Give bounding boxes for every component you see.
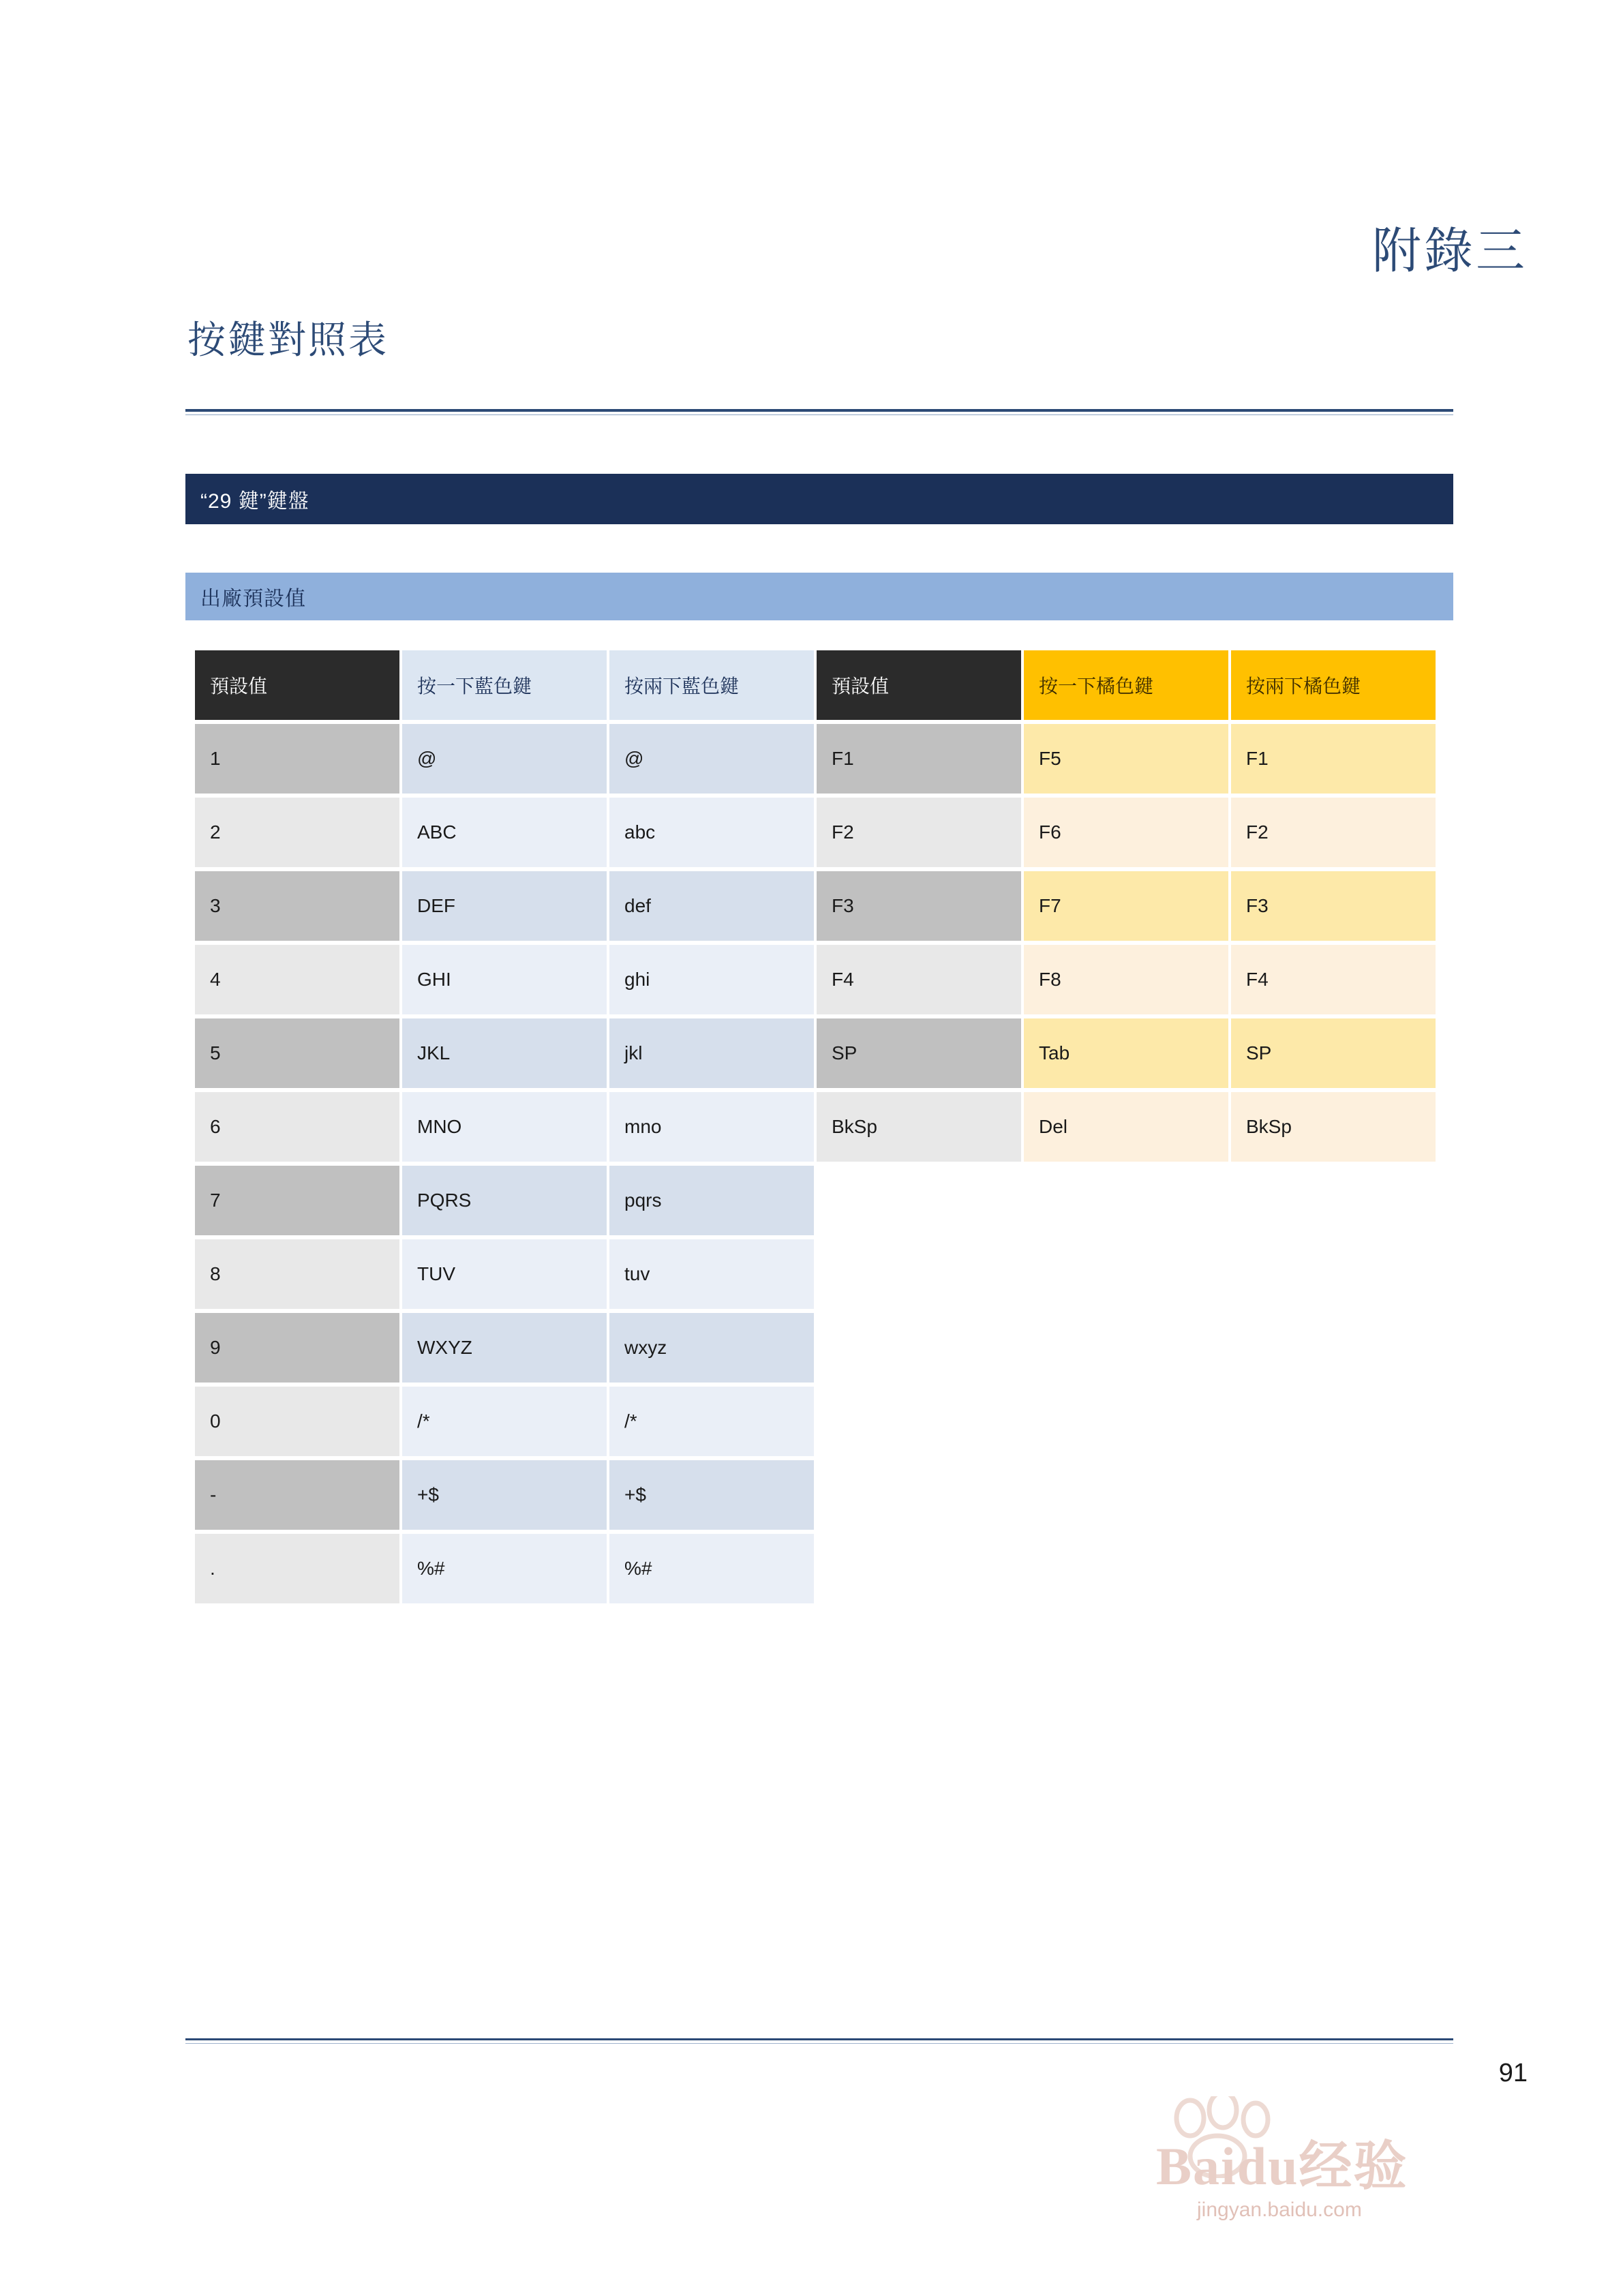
cell-orange-twice: F3 [1231,871,1436,941]
cell-blue-once: WXYZ [402,1313,607,1383]
cell-default-left: . [195,1534,399,1603]
cell-empty [1024,1166,1228,1235]
cell-default-right: F2 [817,798,1021,867]
cell-blue-twice: /* [609,1387,814,1456]
cell-blue-once: ABC [402,798,607,867]
cell-blue-twice: +$ [609,1460,814,1530]
cell-default-left: 1 [195,724,399,794]
table-row [195,1018,1436,1088]
cell-blue-twice: jkl [609,1018,814,1088]
cell-empty [1024,1239,1228,1309]
cell-blue-once: +$ [402,1460,607,1530]
cell-blue-once: TUV [402,1239,607,1309]
table-header-row [195,650,1436,720]
cell-blue-once: MNO [402,1092,607,1162]
cell-orange-once: Tab [1024,1018,1228,1088]
cell-default-left: 6 [195,1092,399,1162]
cell-blue-twice: wxyz [609,1313,814,1383]
cell-orange-twice: SP [1231,1018,1436,1088]
cell-empty [1024,1387,1228,1456]
cell-default-left: 0 [195,1387,399,1456]
cell-default-right: SP [817,1018,1021,1088]
title-divider [185,409,1453,412]
watermark-brand: Baidu经验 [1156,2136,1408,2196]
cell-default-left: 3 [195,871,399,941]
footer-divider [185,2038,1453,2040]
cell-empty [817,1239,1021,1309]
watermark-url: jingyan.baidu.com [1197,2199,1362,2221]
cell-blue-twice: %# [609,1534,814,1603]
cell-default-left: 9 [195,1313,399,1383]
cell-blue-once: @ [402,724,607,794]
cell-empty [1231,1313,1436,1383]
cell-empty [1024,1534,1228,1603]
cell-empty [1231,1534,1436,1603]
title-divider-thin [185,414,1453,415]
table-row [195,1092,1436,1162]
cell-blue-twice: mno [609,1092,814,1162]
cell-empty [1024,1460,1228,1530]
cell-empty [817,1534,1021,1603]
table-row [195,1460,1436,1530]
table-row [195,724,1436,794]
paw-icon [1170,2096,1292,2178]
cell-blue-twice: def [609,871,814,941]
cell-blue-twice: pqrs [609,1166,814,1235]
cell-empty [817,1166,1021,1235]
cell-default-left: 4 [195,945,399,1014]
cell-blue-once: %# [402,1534,607,1603]
cell-default-left: 5 [195,1018,399,1088]
cell-blue-twice: ghi [609,945,814,1014]
cell-empty [1231,1166,1436,1235]
cell-orange-twice: F1 [1231,724,1436,794]
cell-blue-once: PQRS [402,1166,607,1235]
col-header-default-2: 預設值 [817,650,1021,720]
cell-orange-once: F8 [1024,945,1228,1014]
cell-default-left: 2 [195,798,399,867]
section-header-keyboard: “29 鍵”鍵盤 [185,474,1453,524]
table-row [195,1166,1436,1235]
cell-default-right: F4 [817,945,1021,1014]
appendix-label: 附錄三 [1371,224,1528,279]
footer-divider-thin [185,2043,1453,2044]
col-header-default-1: 預設值 [195,650,399,720]
cell-default-left: 8 [195,1239,399,1309]
cell-empty [1024,1313,1228,1383]
cell-blue-twice: abc [609,798,814,867]
table-row [195,1313,1436,1383]
cell-orange-twice: F4 [1231,945,1436,1014]
page-number: 91 [1498,2059,1528,2087]
cell-orange-once: F7 [1024,871,1228,941]
cell-default-right: BkSp [817,1092,1021,1162]
cell-empty [817,1460,1021,1530]
page-title: 按鍵對照表 [187,320,389,362]
table-row [195,871,1436,941]
cell-empty [817,1387,1021,1456]
col-header-orange-once: 按一下橘色鍵 [1024,650,1228,720]
table-row [195,1239,1436,1309]
watermark [1156,2096,1524,2233]
cell-orange-twice: BkSp [1231,1092,1436,1162]
subsection-header-defaults: 出廠預設值 [185,573,1453,620]
cell-blue-once: /* [402,1387,607,1456]
key-mapping-table [192,646,1438,1607]
cell-blue-twice: tuv [609,1239,814,1309]
col-header-orange-twice: 按兩下橘色鍵 [1231,650,1436,720]
cell-orange-twice: F2 [1231,798,1436,867]
col-header-blue-twice: 按兩下藍色鍵 [609,650,814,720]
cell-empty [817,1313,1021,1383]
cell-empty [1231,1239,1436,1309]
table-row [195,798,1436,867]
table-row [195,1387,1436,1456]
cell-orange-once: Del [1024,1092,1228,1162]
cell-blue-twice: @ [609,724,814,794]
cell-default-left: 7 [195,1166,399,1235]
cell-empty [1231,1460,1436,1530]
cell-orange-once: F5 [1024,724,1228,794]
cell-default-right: F3 [817,871,1021,941]
table-row [195,945,1436,1014]
cell-empty [1231,1387,1436,1456]
cell-blue-once: GHI [402,945,607,1014]
cell-default-right: F1 [817,724,1021,794]
cell-orange-once: F6 [1024,798,1228,867]
col-header-blue-once: 按一下藍色鍵 [402,650,607,720]
cell-default-left: - [195,1460,399,1530]
cell-blue-once: JKL [402,1018,607,1088]
table-row [195,1534,1436,1603]
cell-blue-once: DEF [402,871,607,941]
